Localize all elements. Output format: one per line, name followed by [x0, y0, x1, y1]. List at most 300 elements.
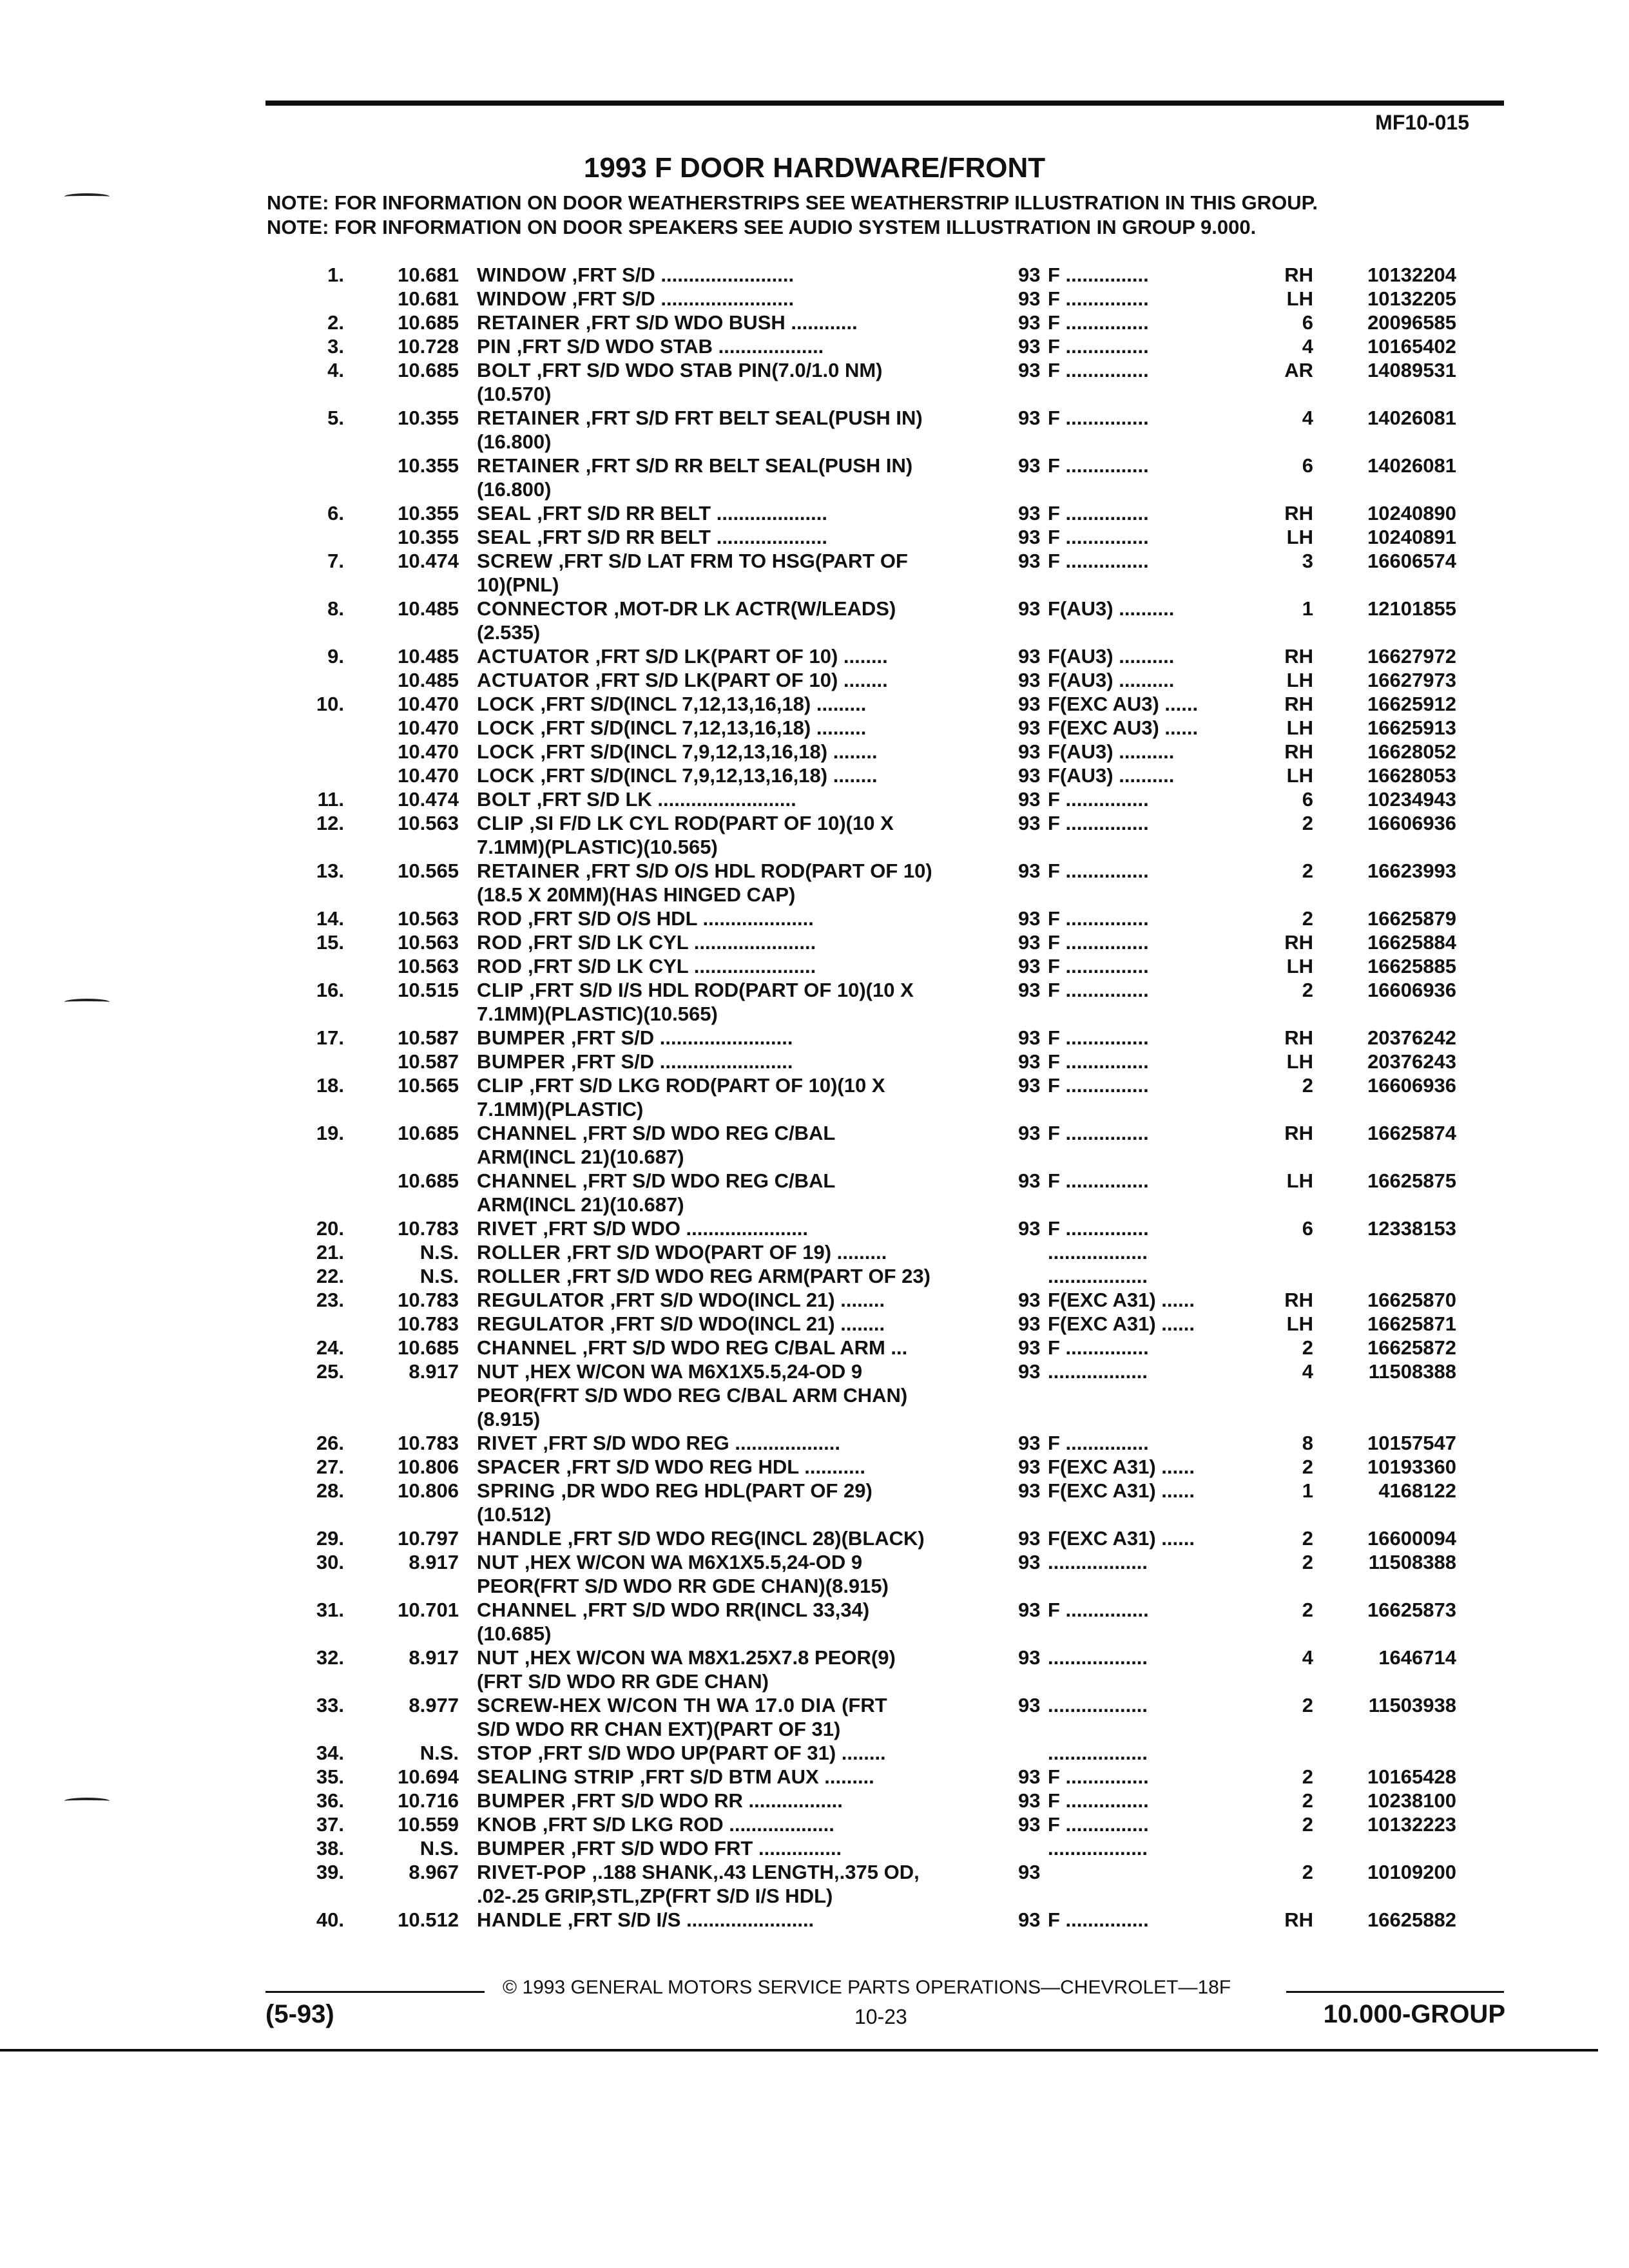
item-number: [271, 573, 354, 597]
item-number: 16.: [316, 979, 344, 1001]
part-detail: ,FRT S/D RR BELT SEAL(PUSH IN): [580, 454, 913, 477]
part-name: RIVET-POP: [477, 1861, 586, 1883]
part-row: [271, 692, 1508, 716]
item-number: [271, 668, 354, 692]
item-number: [271, 382, 354, 406]
description: [469, 1288, 1005, 1312]
part-number: 20376243: [1367, 1050, 1456, 1073]
year: 93: [1018, 1527, 1041, 1550]
part-name: SCREW: [477, 550, 553, 572]
item-number: [271, 1312, 354, 1336]
quantity: 6: [1302, 311, 1313, 334]
part-name: ACTUATOR: [477, 645, 590, 668]
part-row: [271, 1002, 1508, 1026]
part-row: [271, 1193, 1508, 1216]
model: F(AU3) ..........: [1048, 597, 1175, 620]
year: 93: [1018, 788, 1041, 811]
quantity: [1267, 1097, 1313, 1121]
binder-hole-mark: [64, 193, 110, 200]
part-detail: ,FRT S/D(INCL 7,12,13,16,18) .........: [534, 716, 867, 739]
part-row: [271, 1503, 1508, 1526]
model: ..................: [1048, 1265, 1148, 1287]
quantity: 6: [1302, 788, 1313, 811]
description: [469, 1145, 1005, 1169]
description: [469, 1216, 1005, 1240]
quantity: RH: [1284, 502, 1313, 524]
part-detail: ,FRT S/D LK CYL ......................: [522, 931, 816, 954]
part-detail: ,.188 SHANK,.43 LENGTH,.375 OD,: [586, 1861, 920, 1883]
group-number-cell: 10.587: [398, 1026, 459, 1049]
part-row: [271, 1360, 1508, 1383]
part-detail: ,FRT S/D WDO(INCL 21) ........: [604, 1312, 885, 1335]
part-row: [271, 835, 1508, 859]
description: [469, 764, 1005, 787]
year: 93: [1018, 1694, 1041, 1716]
description: [469, 1598, 1005, 1622]
group-number-cell: [354, 1574, 469, 1598]
model: [1048, 1717, 1267, 1741]
part-detail: ,FRT S/D WDO RR(INCL 33,34): [577, 1599, 870, 1621]
group-number-cell: 10.728: [398, 335, 459, 358]
description: [469, 358, 1005, 382]
description: [469, 930, 1005, 954]
item-number: [271, 1193, 354, 1216]
year: 93: [1018, 1599, 1041, 1621]
year: 93: [1018, 359, 1041, 381]
quantity: [1267, 1741, 1313, 1765]
item-number: [271, 1574, 354, 1598]
model: [1048, 573, 1267, 597]
group-number-cell: [354, 620, 469, 644]
item-number: 12.: [316, 812, 344, 834]
group-number-cell: 10.565: [398, 1074, 459, 1097]
group-number-cell: 8.917: [409, 1646, 459, 1669]
part-row: [271, 811, 1508, 835]
model: F ...............: [1048, 311, 1149, 334]
footer-rule-left: [265, 1991, 485, 1993]
part-detail: ,FRT S/D O/S HDL ....................: [522, 907, 814, 930]
description: [469, 406, 1005, 430]
part-number: 20376242: [1367, 1026, 1456, 1049]
part-row: [271, 501, 1508, 525]
part-detail: ,FRT S/D(INCL 7,9,12,13,16,18) ........: [534, 764, 878, 787]
description: [469, 311, 1005, 334]
part-detail: ,HEX W/CON WA M6X1X5.5,24-OD 9: [519, 1360, 863, 1383]
part-detail: (10.512): [477, 1503, 552, 1526]
item-number: 31.: [316, 1599, 344, 1621]
group-number-cell: 10.694: [398, 1765, 459, 1788]
year: [1005, 835, 1048, 859]
item-number: 6.: [327, 502, 344, 524]
part-name: CONNECTOR: [477, 597, 608, 620]
part-name: SPRING: [477, 1479, 555, 1502]
part-detail: ,FRT S/D BTM AUX .........: [634, 1765, 874, 1788]
description: [469, 597, 1005, 620]
group-number-cell: 10.470: [398, 740, 459, 763]
part-number: 12101855: [1367, 597, 1456, 620]
group-number-cell: 10.563: [398, 812, 459, 834]
item-number: [271, 525, 354, 549]
part-name: WINDOW: [477, 264, 567, 286]
part-detail: ,FRT S/D I/S HDL ROD(PART OF 10)(10 X: [523, 979, 914, 1001]
part-detail: ,FRT S/D ........................: [565, 1026, 793, 1049]
model: F ...............: [1048, 287, 1149, 310]
year: [1005, 883, 1048, 907]
part-number: 16625871: [1367, 1312, 1456, 1335]
part-row: [271, 1598, 1508, 1622]
year: 93: [1018, 645, 1041, 668]
part-detail: ARM(INCL 21)(10.687): [477, 1193, 684, 1216]
part-number: 10132223: [1367, 1813, 1456, 1836]
item-number: 9.: [327, 645, 344, 668]
quantity: RH: [1284, 645, 1313, 668]
group-number-cell: 10.783: [398, 1312, 459, 1335]
part-number: [1313, 883, 1456, 907]
part-number: 16625873: [1367, 1599, 1456, 1621]
part-row: [271, 311, 1508, 334]
model: F ...............: [1048, 1217, 1149, 1240]
year: 93: [1018, 1122, 1041, 1144]
part-name: SEALING STRIP: [477, 1765, 635, 1788]
model: ..................: [1048, 1837, 1148, 1860]
year: 93: [1018, 1289, 1041, 1311]
part-detail: ,DR WDO REG HDL(PART OF 29): [555, 1479, 872, 1502]
model: [1048, 835, 1267, 859]
quantity: [1267, 1240, 1313, 1264]
model: ..................: [1048, 1694, 1148, 1716]
group-number-cell: 10.565: [398, 860, 459, 882]
description: [469, 835, 1005, 859]
model: F(EXC AU3) ......: [1048, 693, 1199, 715]
part-number: 10193360: [1367, 1456, 1456, 1478]
year: 93: [1018, 669, 1041, 691]
year: [1005, 1193, 1048, 1216]
part-name: SEAL: [477, 502, 532, 524]
quantity: LH: [1286, 1312, 1313, 1335]
group-number-cell: 10.685: [398, 1336, 459, 1359]
group-number-cell: 10.685: [398, 311, 459, 334]
item-number: [271, 1407, 354, 1431]
description: [469, 1693, 1005, 1717]
part-name: CHANNEL: [477, 1122, 577, 1144]
part-detail: ,FRT S/D WDO REG ...................: [537, 1432, 840, 1454]
part-name: KNOB: [477, 1813, 537, 1836]
part-name: RIVET: [477, 1217, 537, 1240]
description: [469, 1193, 1005, 1216]
part-detail: 7.1MM)(PLASTIC)(10.565): [477, 1003, 718, 1025]
group-number: 10.000-GROUP: [1323, 2000, 1505, 2028]
quantity: 2: [1302, 1694, 1313, 1716]
quantity: RH: [1284, 1289, 1313, 1311]
year: [1005, 1145, 1048, 1169]
part-detail: (2.535): [477, 621, 541, 644]
group-number-cell: [354, 1669, 469, 1693]
part-number: 10240891: [1367, 526, 1456, 548]
part-number: [1313, 1622, 1456, 1646]
year: 93: [1018, 1908, 1041, 1931]
description: [469, 1860, 1005, 1884]
part-row: [271, 1884, 1508, 1908]
part-name: CLIP: [477, 1074, 524, 1097]
quantity: RH: [1284, 1908, 1313, 1931]
quantity: [1267, 1002, 1313, 1026]
description: [469, 1503, 1005, 1526]
model: [1048, 883, 1267, 907]
item-number: [271, 1669, 354, 1693]
group-number-cell: [354, 1145, 469, 1169]
quantity: [1267, 430, 1313, 454]
item-number: 33.: [316, 1694, 344, 1716]
part-detail: ,FRT S/D WDO FRT ...............: [565, 1837, 842, 1860]
part-row: [271, 1455, 1508, 1479]
year: [1005, 1717, 1048, 1741]
group-number-cell: [354, 1002, 469, 1026]
group-number-cell: 10.474: [398, 788, 459, 811]
quantity: [1267, 883, 1313, 907]
part-detail: ,FRT S/D LK(PART OF 10) ........: [590, 669, 888, 691]
part-detail: ,FRT S/D RR BELT ....................: [531, 526, 827, 548]
part-name: BUMPER: [477, 1050, 566, 1073]
group-number-cell: [354, 1097, 469, 1121]
part-detail: ,FRT S/D ........................: [565, 1050, 793, 1073]
year: 93: [1018, 407, 1041, 429]
part-detail: (18.5 X 20MM)(HAS HINGED CAP): [477, 883, 796, 906]
parts-list: [271, 263, 1508, 1932]
part-row: [271, 883, 1508, 907]
description: [469, 1431, 1005, 1455]
part-detail: ,MOT-DR LK ACTR(W/LEADS): [608, 597, 896, 620]
part-name: ROD: [477, 931, 523, 954]
model: F(AU3) ..........: [1048, 764, 1175, 787]
model: ..................: [1048, 1551, 1148, 1573]
item-number: 26.: [316, 1432, 344, 1454]
group-number-cell: 10.685: [398, 1122, 459, 1144]
description: [469, 1526, 1005, 1550]
item-number: 1.: [327, 264, 344, 286]
part-detail: ,FRT S/D WDO ......................: [537, 1217, 809, 1240]
part-number: 16600094: [1367, 1527, 1456, 1550]
item-number: 27.: [316, 1456, 344, 1478]
quantity: LH: [1286, 1169, 1313, 1192]
year: 93: [1018, 502, 1041, 524]
description: [469, 573, 1005, 597]
year: 93: [1018, 764, 1041, 787]
part-number: 11508388: [1368, 1551, 1456, 1573]
part-detail: (FRT S/D WDO RR GDE CHAN): [477, 1670, 769, 1693]
part-number: 16606574: [1367, 550, 1456, 572]
year: [1005, 1264, 1048, 1288]
part-row: [271, 1741, 1508, 1765]
document-number: MF10-015: [1375, 111, 1469, 134]
description: [469, 1741, 1005, 1765]
part-row: [271, 1669, 1508, 1693]
model: F ...............: [1048, 955, 1149, 977]
group-number-cell: [354, 382, 469, 406]
part-name: LOCK: [477, 716, 535, 739]
part-number: [1313, 477, 1456, 501]
quantity: 8: [1302, 1432, 1313, 1454]
part-name: NUT: [477, 1360, 519, 1383]
year: 93: [1018, 1432, 1041, 1454]
part-row: [271, 525, 1508, 549]
quantity: 1: [1302, 597, 1313, 620]
part-detail: ,FRT S/D WDO BUSH ............: [580, 311, 858, 334]
quantity: LH: [1286, 1050, 1313, 1073]
group-number-cell: [354, 1622, 469, 1646]
item-number: 36.: [316, 1789, 344, 1812]
part-number: 16625882: [1367, 1908, 1456, 1931]
part-row: [271, 1288, 1508, 1312]
model: [1048, 1622, 1267, 1646]
model: F ...............: [1048, 860, 1149, 882]
part-number: [1313, 1383, 1456, 1407]
description: [469, 740, 1005, 764]
part-row: [271, 1407, 1508, 1431]
description: [469, 549, 1005, 573]
part-detail: 10)(PNL): [477, 573, 559, 596]
description: [469, 1026, 1005, 1050]
part-detail: ,FRT S/D O/S HDL ROD(PART OF 10): [580, 860, 932, 882]
part-row: [271, 978, 1508, 1002]
group-number-cell: [354, 573, 469, 597]
description: [469, 1574, 1005, 1598]
part-name: RETAINER: [477, 860, 581, 882]
model: F ...............: [1048, 335, 1149, 358]
part-name: CLIP: [477, 979, 524, 1001]
description: [469, 430, 1005, 454]
group-number-cell: 10.716: [398, 1789, 459, 1812]
model: F ...............: [1048, 502, 1149, 524]
part-number: 10234943: [1367, 788, 1456, 811]
part-row: [271, 764, 1508, 787]
year: [1005, 477, 1048, 501]
quantity: LH: [1286, 526, 1313, 548]
part-row: [271, 382, 1508, 406]
part-row: [271, 1097, 1508, 1121]
part-number: 16625912: [1367, 693, 1456, 715]
part-number: [1313, 1193, 1456, 1216]
quantity: 3: [1302, 550, 1313, 572]
group-number-cell: [354, 883, 469, 907]
part-row: [271, 1693, 1508, 1717]
description: [469, 859, 1005, 883]
group-number-cell: 10.485: [398, 645, 459, 668]
part-detail: 7.1MM)(PLASTIC)(10.565): [477, 836, 718, 858]
part-name: CHANNEL: [477, 1599, 577, 1621]
description: [469, 644, 1005, 668]
part-name: ROD: [477, 955, 523, 977]
part-number: 16627972: [1367, 645, 1456, 668]
part-row: [271, 287, 1508, 311]
part-detail: ,FRT S/D WDO REG C/BAL: [577, 1169, 836, 1192]
part-row: [271, 1169, 1508, 1193]
group-number-cell: 10.587: [398, 1050, 459, 1073]
group-number-cell: 10.559: [398, 1813, 459, 1836]
part-number: [1313, 1002, 1456, 1026]
description: [469, 1121, 1005, 1145]
part-name: SPACER: [477, 1456, 561, 1478]
item-number: 14.: [316, 907, 344, 930]
year: 93: [1018, 550, 1041, 572]
part-number: 16628053: [1367, 764, 1456, 787]
part-detail: ,FRT S/D(INCL 7,9,12,13,16,18) ........: [534, 740, 878, 763]
part-number: [1313, 573, 1456, 597]
part-number: 10109200: [1367, 1861, 1456, 1883]
year: [1005, 1503, 1048, 1526]
item-number: 2.: [327, 311, 344, 334]
part-name: ROLLER: [477, 1265, 561, 1287]
group-number-cell: 10.685: [398, 359, 459, 381]
group-number-cell: 10.783: [398, 1217, 459, 1240]
group-number-cell: 10.685: [398, 1169, 459, 1192]
item-number: [271, 287, 354, 311]
revision-date: (5-93): [265, 2000, 334, 2028]
part-detail: ,HEX W/CON WA M6X1X5.5,24-OD 9: [519, 1551, 863, 1573]
model: F(EXC A31) ......: [1048, 1312, 1195, 1335]
year: 93: [1018, 812, 1041, 834]
year: [1005, 1836, 1048, 1860]
year: 93: [1018, 1217, 1041, 1240]
part-row: [271, 740, 1508, 764]
quantity: [1267, 573, 1313, 597]
note-line: NOTE: FOR INFORMATION ON DOOR SPEAKERS SEE AUDIO SYSTEM ILLUSTRATION IN GROUP 9.000.: [267, 216, 1257, 238]
year: 93: [1018, 1360, 1041, 1383]
quantity: [1267, 1836, 1313, 1860]
part-name: WINDOW: [477, 287, 567, 310]
item-number: [271, 454, 354, 477]
part-name: RETAINER: [477, 311, 581, 334]
part-row: [271, 787, 1508, 811]
part-detail: (8.915): [477, 1408, 541, 1430]
part-number: [1313, 620, 1456, 644]
group-number-cell: 10.701: [398, 1599, 459, 1621]
quantity: [1267, 1717, 1313, 1741]
model: F ...............: [1048, 550, 1149, 572]
model: F(AU3) ..........: [1048, 669, 1175, 691]
year: [1005, 1240, 1048, 1264]
description: [469, 692, 1005, 716]
group-number-cell: N.S.: [419, 1241, 459, 1264]
part-number: 16627973: [1367, 669, 1456, 691]
quantity: [1267, 1407, 1313, 1431]
description: [469, 883, 1005, 907]
quantity: 2: [1302, 1074, 1313, 1097]
part-number: 16625884: [1367, 931, 1456, 954]
description: [469, 1336, 1005, 1360]
part-name: SEAL: [477, 526, 532, 548]
part-number: [1313, 1836, 1456, 1860]
part-number: 16625879: [1367, 907, 1456, 930]
year: [1005, 1741, 1048, 1765]
year: [1005, 1884, 1048, 1908]
model: [1048, 430, 1267, 454]
part-number: 10165428: [1367, 1765, 1456, 1788]
binder-hole-mark: [64, 1798, 110, 1804]
part-detail: ,FRT S/D LAT FRM TO HSG(PART OF: [552, 550, 908, 572]
page-title: 1993 F DOOR HARDWARE/FRONT: [583, 152, 1046, 184]
copyright-text: © 1993 GENERAL MOTORS SERVICE PARTS OPERATIONS—CHEVROLET—18F: [503, 1977, 1231, 1998]
year: 93: [1018, 1765, 1041, 1788]
quantity: [1267, 1669, 1313, 1693]
part-detail: ,FRT S/D WDO(INCL 21) ........: [604, 1289, 885, 1311]
quantity: 4: [1302, 1360, 1313, 1383]
part-row: [271, 644, 1508, 668]
model: [1048, 1407, 1267, 1431]
part-name: PIN: [477, 335, 512, 358]
year: [1005, 430, 1048, 454]
item-number: 24.: [316, 1336, 344, 1359]
item-number: 32.: [316, 1646, 344, 1669]
